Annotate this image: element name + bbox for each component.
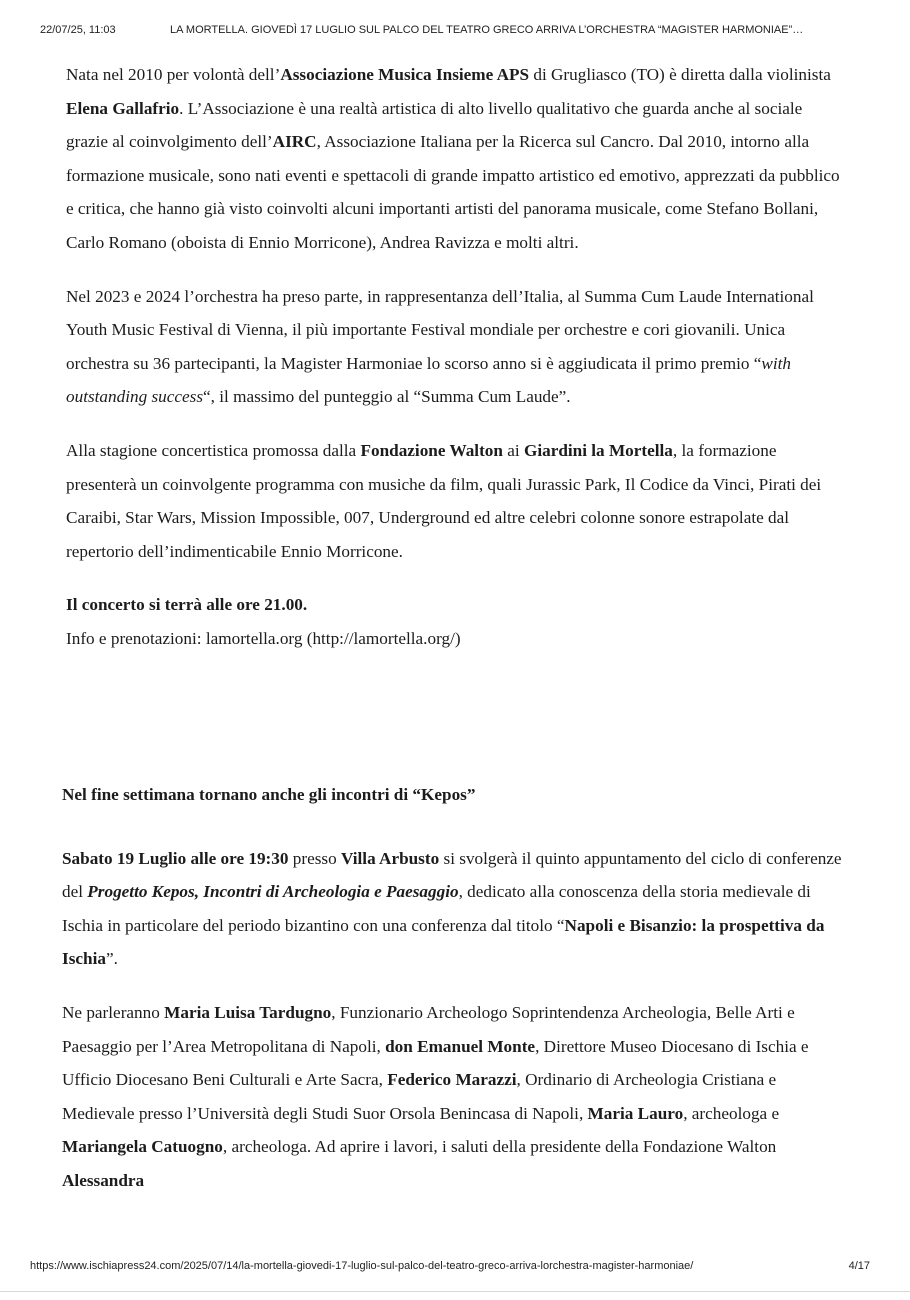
- text: , archeologa e: [683, 1103, 780, 1123]
- bold-italic-project: Progetto Kepos, Incontri di Archeologia e Paesaggio: [87, 882, 459, 902]
- text: , la formazione presenterà un coinvolgente programma con musiche da film, quali Jurassic Park, Il Codice da Vinci, Pirati dei Caraibi, Star Wars, Mission Impossible, 007, Underground ed altre celebri colonne sonore estrapolate dal repertorio dell’indimenticabile Ennio Morricone.: [66, 440, 822, 561]
- bold-president-name: Alessandra: [62, 1170, 145, 1190]
- bold-event-date: Sabato 19 Luglio alle ore 19:30: [62, 848, 289, 868]
- bold-association-name: Associazione Musica Insieme APS: [280, 65, 530, 84]
- paragraph-program: [66, 434, 846, 568]
- text: Nata nel 2010 per volontà dell’: [66, 65, 281, 84]
- kepos-section: [62, 778, 852, 1218]
- text: di Grugliasco (TO) è diretta dalla violinista: [529, 65, 831, 84]
- text: si svolgerà il quinto appuntamento del ciclo di conferenze del: [62, 848, 842, 902]
- bold-speaker: Maria Luisa Tardugno: [164, 1002, 332, 1022]
- bold-airc: AIRC: [272, 132, 317, 152]
- bold-conference-title: Napoli e Bisanzio: la prospettiva da Ischia: [62, 915, 825, 969]
- print-url: https://www.ischiapress24.com/2025/07/14/la-mortella-giovedi-17-luglio-sul-palco-del-teatro-greco-arriva-lorchestra-magister-harmoniae/: [30, 1260, 694, 1272]
- bold-fondazione-walton: Fondazione Walton: [360, 440, 503, 460]
- bold-speaker: Maria Lauro: [587, 1103, 684, 1123]
- italic-award: with outstanding success: [66, 353, 792, 407]
- paragraph-speakers: [62, 996, 852, 1198]
- bold-conductor-name: Elena Gallafrio: [66, 98, 180, 118]
- text: Nel 2023 e 2024 l’orchestra ha preso parte, in rappresentanza dell’Italia, al Summa Cum Laude International Youth Music Festival di Vienna, il più importante Festival mondiale per orchestre e cori giovanili. Unica orchestra su 36 partecipanti, la Magister Harmoniae lo scorso anno si è aggiudicata il primo premio “: [66, 286, 814, 373]
- text: ”.: [105, 949, 118, 969]
- text: , Ordinario di Archeologia Cristiana e Medievale presso l’Università degli Studi Suor Orsola Benincasa di Napoli,: [62, 1070, 777, 1123]
- page-edge-divider: [0, 1291, 910, 1292]
- info-link-url[interactable]: (http://lamortella.org/): [302, 628, 461, 648]
- paragraph-festival: [66, 280, 846, 414]
- info-line: [66, 622, 846, 656]
- print-datetime: 22/07/25, 11:03: [40, 24, 116, 36]
- print-page-title: LA MORTELLA. GIOVEDÌ 17 LUGLIO SUL PALCO DEL TEATRO GRECO ARRIVA L’ORCHESTRA “MAGISTER HARMONIAE”…: [170, 24, 804, 36]
- text: , Associazione Italiana per la Ricerca sul Cancro. Dal 2010, intorno alla formazione musicale, sono nati eventi e spettacoli di grande impatto artistico ed emotivo, apprezzati da pubblico e critica, che hanno già visto coinvolti alcuni importanti artisti del panorama musicale, come Stefano Bollani, Carlo Romano (oboista di Ennio Morricone), Andrea Ravizza e molti altri.: [66, 132, 840, 252]
- page-number: 4/17: [848, 1260, 870, 1272]
- info-label: Info e prenotazioni:: [66, 628, 206, 648]
- paragraph-association: [66, 58, 846, 260]
- bold-speaker: Federico Marazzi: [387, 1070, 517, 1090]
- article-body: [66, 58, 846, 656]
- text: , dedicato alla conoscenza della storia medievale di Ischia in particolare del periodo bizantino con una conferenza dal titolo “: [62, 882, 811, 935]
- bold-speaker: Mariangela Catuogno: [62, 1137, 223, 1157]
- text: , Direttore Museo Diocesano di Ischia e Ufficio Diocesano Beni Culturali e Arte Sacra,: [62, 1036, 809, 1090]
- text: . L’Associazione è una realtà artistica di alto livello qualitativo che guarda anche al sociale grazie al coinvolgimento dell’: [66, 98, 803, 152]
- bold-giardini: Giardini la Mortella: [523, 440, 673, 460]
- text: Ne parleranno: [62, 1002, 165, 1022]
- bold-speaker: don Emanuel Monte: [385, 1036, 536, 1056]
- text: ai: [502, 440, 524, 460]
- kepos-heading: Nel fine settimana tornano anche gli incontri di “Kepos”: [62, 785, 476, 804]
- text: , Funzionario Archeologo Soprintendenza Archeologia, Belle Arti e Paesaggio per l’Area Metropolitana di Napoli,: [62, 1002, 795, 1056]
- text: , archeologa. Ad aprire i lavori, i saluti della presidente della Fondazione Walton: [222, 1137, 777, 1157]
- info-link[interactable]: lamortella.org: [205, 628, 303, 648]
- text: “, il massimo del punteggio al “Summa Cum Laude”.: [203, 387, 571, 407]
- concert-time: Il concerto si terrà alle ore 21.00.: [66, 595, 308, 615]
- paragraph-kepos-event: [62, 842, 852, 976]
- text: presso: [288, 848, 341, 868]
- bold-venue: Villa Arbusto: [340, 848, 440, 868]
- text: Alla stagione concertistica promossa dalla: [66, 440, 361, 460]
